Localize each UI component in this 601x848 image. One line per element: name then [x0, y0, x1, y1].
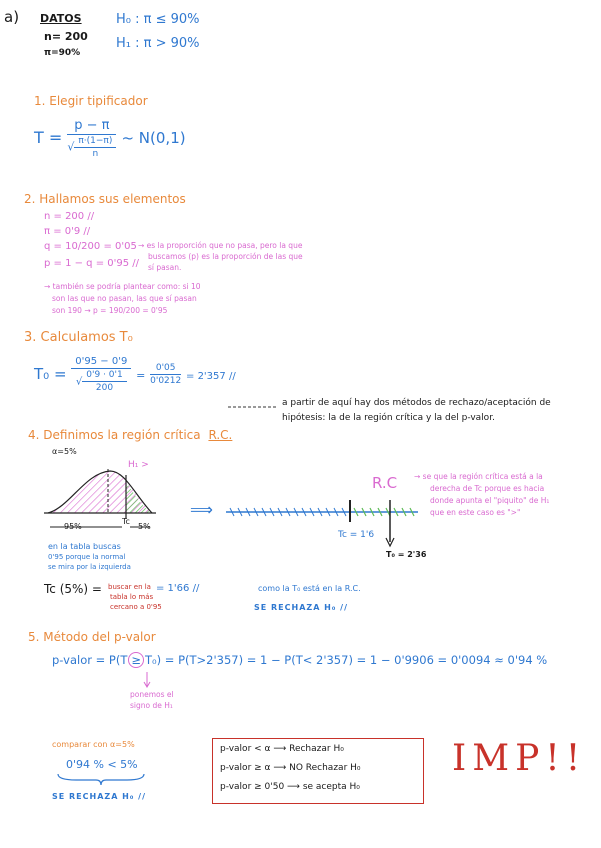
step2-note-2: buscamos (p) es la proporción de las que	[148, 252, 303, 261]
pvalue-note-2: signo de H₁	[130, 701, 173, 710]
step3-formula: T₀ = 0'95 − 0'9 √ $\frac{0'9 \cdot 0'1}{200}$ = $\frac{0'05}{0'0212}$ = 2'357 //	[34, 356, 236, 393]
pvalue-note-1: ponemos el	[130, 690, 174, 699]
t0-value: T₀ = 2'36	[386, 550, 427, 559]
step1-den-num: π·(1−π)	[74, 136, 116, 148]
pvalue-reject: SE RECHAZA H₀ //	[52, 792, 146, 801]
step1-formula	[34, 118, 186, 159]
step3-den1-den: 200	[95, 383, 114, 393]
tc5-note-3: cercano a 0'95	[110, 603, 162, 611]
step2-alt-1: → también se podría plantear como: si 10	[44, 282, 201, 291]
curve-5-label: 5%	[138, 522, 151, 531]
rule-1: p-valor < α ⟶ Rechazar H₀	[220, 744, 344, 754]
curve-tc-label: Tc	[122, 517, 130, 526]
datos-n: n= 200	[44, 30, 88, 43]
rule-1-right: Rechazar H₀	[289, 744, 344, 754]
tc-value: Tc = 1'6	[338, 530, 375, 540]
step4-rc: R.C.	[208, 428, 233, 442]
note-arrow	[142, 672, 152, 690]
curve-h1-label: H₁ >	[128, 460, 149, 470]
step5-title: 5. Método del p-valor	[28, 630, 156, 644]
rule-3: p-valor ≥ 0'50 ⟶ se acepta H₀	[220, 782, 360, 792]
rule-2-left: p-valor ≥ α	[220, 763, 271, 773]
pvalue-formula	[52, 652, 547, 668]
aside-line-1: a partir de aquí hay dos métodos de rechazo/aceptación de	[282, 398, 551, 408]
step1-den-den: n	[92, 149, 99, 159]
table-note-3: se mira por la izquierda	[48, 563, 131, 571]
rule-1-left: p-valor < α	[220, 744, 271, 754]
step3-title: 3. Calculamos T₀	[24, 330, 133, 345]
hypothesis-h0: H₀ : π ≤ 90%	[116, 12, 200, 27]
rc-note-2: derecha de Tc porque es hacia	[430, 484, 545, 493]
step2-n: n = 200 //	[44, 211, 95, 222]
step1-fraction	[67, 118, 116, 159]
step3-num1: 0'95 − 0'9	[71, 356, 131, 369]
step3-fraction-1	[71, 356, 131, 393]
step3-den2: 0'0212	[150, 376, 182, 386]
rule-3-left: p-valor ≥ 0'50	[220, 782, 285, 792]
table-note-1: en la tabla buscas	[48, 542, 121, 551]
hypothesis-h1: H₁ : π > 90%	[116, 36, 200, 51]
pvalue-ge-circled: ≥	[128, 652, 144, 668]
rc-note-4: que en este caso es ">"	[430, 508, 521, 517]
step2-title: 2. Hallamos sus elementos	[24, 192, 186, 206]
rule-2-right: NO Rechazar H₀	[289, 763, 361, 773]
rc-label: R.C	[372, 474, 398, 492]
imp-label: IMP!!	[452, 738, 587, 779]
rc-conclusion: como la T₀ está en la R.C.	[258, 584, 361, 593]
step1-denominator: √ $\frac{\pi\cdot(1-\pi)}{n}$	[67, 135, 116, 159]
datos-pi: π=90%	[44, 48, 81, 58]
step2-alt-3: son 190 → p = 190/200 = 0'95	[52, 306, 168, 315]
rc-note-3: donde apunta el "piquito" de H₁	[430, 496, 550, 505]
aside-dashed-line	[228, 405, 278, 409]
rule-3-right: se acepta H₀	[302, 782, 360, 792]
step4-title	[28, 428, 232, 442]
tc5-note-1: buscar en la	[108, 583, 151, 591]
tc5-note-2: tabla lo más	[110, 593, 154, 601]
step1-numerator: p − π	[67, 118, 116, 135]
critical-region-line	[226, 492, 426, 552]
datos-title: DATOS	[40, 12, 82, 25]
step3-num2: 0'05	[150, 363, 181, 375]
tc5-value: = 1'66 //	[156, 583, 200, 594]
compare-inequality: 0'94 % < 5%	[66, 758, 138, 771]
alpha-label: α=5%	[52, 447, 77, 456]
table-note-2: 0'95 porque la normal	[48, 553, 126, 561]
part-label: a)	[4, 8, 20, 26]
step4-title-text: 4. Definimos la región crítica	[28, 428, 201, 442]
step2-alt-2: son las que no pasan, las que sí pasan	[52, 294, 197, 303]
rc-reject: SE RECHAZA H₀ //	[254, 603, 348, 612]
step3-lhs: T₀ =	[34, 365, 67, 383]
step3-result: = 2'357 //	[186, 371, 236, 382]
step2-note-3: sí pasan.	[148, 263, 182, 272]
brace	[56, 772, 146, 786]
step2-p: p = 1 − q = 0'95 //	[44, 258, 140, 269]
rule-2: p-valor ≥ α ⟶ NO Rechazar H₀	[220, 763, 361, 773]
rc-note-1: → se que la región crítica está a la	[414, 472, 543, 481]
pvalue-lhs: p-valor = P(T	[52, 653, 128, 667]
tc5-label: Tc (5%) =	[44, 582, 102, 596]
step2-note-1: → es la proporción que no pasa, pero la que	[138, 241, 303, 250]
aside-line-2: hipótesis: la de la región crítica y la del p-valor.	[282, 413, 495, 423]
step3-den1-num: 0'9 · 0'1	[82, 370, 126, 382]
step2-q: q = 10/200 = 0'05	[44, 241, 137, 252]
step1-lhs: T =	[34, 128, 63, 147]
step3-den1: √ $\frac{0'9 \cdot 0'1}{200}$	[71, 369, 131, 393]
step1-title: 1. Elegir tipificador	[34, 94, 148, 108]
implies-arrow: ⟹	[190, 500, 213, 519]
compare-note: comparar con α=5%	[52, 740, 135, 749]
step3-fraction-2	[150, 363, 181, 386]
step1-rhs: ~ N(0,1)	[121, 129, 186, 147]
pvalue-rhs: T₀) = P(T>2'357) = 1 − P(T< 2'357) = 1 − 0'9906 = 0'0094 ≈ 0'94 %	[145, 653, 548, 667]
step2-pi: π = 0'9 //	[44, 226, 91, 237]
curve-95-label: 95%	[64, 522, 82, 531]
